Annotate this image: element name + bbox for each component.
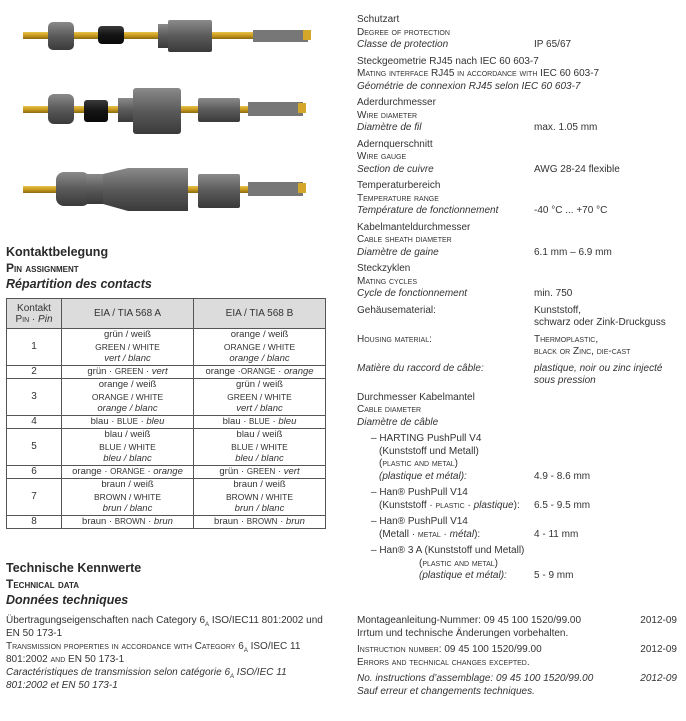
product-photo bbox=[18, 6, 328, 216]
color-en: BROWN bbox=[246, 517, 278, 526]
transmission-fr bbox=[6, 666, 326, 692]
pin-col-en: Pin bbox=[15, 313, 30, 325]
spec-wire-gauge-de: Adernquerschnitt bbox=[357, 138, 433, 150]
housing-en-value-2: black or Zinc, die-cast bbox=[534, 346, 631, 357]
item-han3a-en: (plastic and metal) bbox=[419, 557, 498, 569]
pin-col-fr: Pin bbox=[38, 313, 53, 325]
footer bbox=[357, 614, 677, 701]
technical-data-heading bbox=[6, 560, 141, 608]
table-header-row bbox=[7, 299, 326, 329]
color-cell-568b bbox=[194, 366, 326, 379]
transmission-de-part2: ISO/IEC11 801:2002 und EN 50 173-1 bbox=[6, 615, 323, 639]
color-en: ORANGE / WHITE bbox=[91, 392, 164, 402]
v14m-end: ): bbox=[474, 528, 481, 540]
color-de: blau / weiß bbox=[236, 429, 283, 440]
color-cell-568a bbox=[62, 466, 194, 479]
color-de: grün / weiß bbox=[104, 329, 151, 340]
color-fr: bleu / blanc bbox=[235, 453, 284, 464]
footer-de bbox=[357, 614, 677, 640]
spec-cable-diameter bbox=[357, 392, 679, 430]
spec-housing-fr-label: Matière du raccord de câble: bbox=[357, 362, 484, 374]
pin-table-body bbox=[7, 329, 326, 529]
spec-housing-fr bbox=[357, 363, 679, 388]
pin-heading-fr: Répartition des contacts bbox=[6, 277, 152, 291]
v14p-en: plastic bbox=[435, 499, 465, 511]
pin-col-de: Kontakt bbox=[17, 302, 51, 314]
footer-fr-line2: Sauf erreur et changements techniques. bbox=[357, 686, 535, 697]
color-fr: brun / blanc bbox=[102, 503, 153, 514]
spec-temperature-fr: Température de fonctionnement bbox=[357, 205, 499, 216]
spec-housing-de-label: Gehäusematerial: bbox=[357, 304, 436, 316]
pin-number: 1 bbox=[7, 329, 62, 366]
table-row bbox=[7, 416, 326, 429]
v14m-en: metal bbox=[417, 528, 441, 540]
transmission-en-part2: ISO/IEC 11 801:2002 and EN 50 173-1 bbox=[6, 641, 301, 665]
tech-heading-de: Technische Kennwerte bbox=[6, 561, 142, 575]
color-fr: vert / blanc bbox=[104, 353, 151, 364]
transmission-en-part1: Transmission properties in accordance with Category 6 bbox=[6, 641, 244, 652]
spec-protection-value: IP 65/67 bbox=[534, 39, 572, 50]
spec-sheath-diameter-fr: Diamètre de gaine bbox=[357, 246, 439, 258]
housing-de-value-2: schwarz oder Zink-Druckguss bbox=[534, 317, 666, 328]
cable-diameter-item-han3a bbox=[371, 545, 679, 583]
spec-sheath-diameter-labels bbox=[357, 222, 534, 260]
v14m-fr: · métal bbox=[440, 528, 475, 540]
spec-housing-en-value bbox=[534, 334, 679, 359]
column-header-568b: EIA / TIA 568 B bbox=[194, 299, 326, 329]
item-v14-metal-value: 4 - 11 mm bbox=[534, 528, 579, 540]
footer-en-line2: Errors and technical changes excepted. bbox=[357, 657, 530, 668]
pin-heading-en: Pin assignment bbox=[6, 261, 79, 275]
tech-heading-en: Technical data bbox=[6, 577, 80, 591]
transmission-de-part1: Übertragungseigenschaften nach Category 6 bbox=[6, 615, 206, 626]
cable-diameter-item-v14-plastic bbox=[371, 487, 679, 512]
tech-heading-fr: Données techniques bbox=[6, 593, 129, 607]
color-en: BLUE bbox=[117, 417, 138, 426]
item-v14-metal-material bbox=[371, 529, 534, 542]
spec-wire-gauge-value: AWG 28-24 flexible bbox=[534, 163, 620, 175]
color-fr: · bleu bbox=[269, 416, 297, 427]
color-cell-568a bbox=[62, 429, 194, 466]
item-v4-fr: (plastique et métal): bbox=[379, 470, 467, 482]
color-de: grün · bbox=[87, 366, 115, 377]
cable-diameter-item-v4 bbox=[371, 433, 679, 483]
color-cell-568a bbox=[62, 329, 194, 366]
color-cell-568b bbox=[194, 516, 326, 529]
item-v4-en: (plastic and metal) bbox=[379, 458, 458, 469]
item-v14-metal-name: – Han® PushPull V14 bbox=[371, 516, 468, 527]
pin-number: 6 bbox=[7, 466, 62, 479]
color-de: braun / weiß bbox=[101, 479, 154, 490]
pin-number: 8 bbox=[7, 516, 62, 529]
color-cell-568a bbox=[62, 516, 194, 529]
spec-temperature-labels bbox=[357, 180, 534, 218]
table-row bbox=[7, 329, 326, 366]
table-row bbox=[7, 379, 326, 416]
spec-wire-diameter-fr: Diamètre de fil bbox=[357, 122, 422, 133]
footer-en bbox=[357, 643, 677, 669]
transmission-fr-part2: ISO/IEC 11 801:2002 et EN 50 173-1 bbox=[6, 667, 287, 691]
spec-temperature-value: -40 °C ... +70 °C bbox=[534, 205, 608, 216]
pin-number: 4 bbox=[7, 416, 62, 429]
color-en: BROWN / WHITE bbox=[225, 492, 294, 502]
color-fr: orange / blanc bbox=[97, 403, 158, 414]
color-de: orange / weiß bbox=[98, 379, 157, 390]
color-cell-568b bbox=[194, 416, 326, 429]
item-han3a-labels bbox=[371, 545, 534, 583]
connector-stage-3 bbox=[23, 168, 306, 211]
color-de: grün / weiß bbox=[236, 379, 283, 390]
color-fr: · bleu bbox=[137, 416, 165, 427]
spec-sheath-diameter-value: 6.1 mm – 6.9 mm bbox=[534, 246, 612, 258]
item-v14-plastic-value: 6.5 - 9.5 mm bbox=[534, 499, 591, 511]
cable-diameter-items bbox=[357, 433, 679, 583]
color-cell-568a bbox=[62, 366, 194, 379]
item-v4-name: – HARTING PushPull V4 bbox=[371, 433, 482, 444]
color-en: BROWN / WHITE bbox=[93, 492, 162, 502]
item-v14-metal-labels bbox=[371, 516, 534, 541]
spec-protection-labels bbox=[357, 14, 534, 52]
item-v14-plastic-name: – Han® PushPull V14 bbox=[371, 487, 468, 498]
color-en: GREEN bbox=[114, 367, 144, 376]
spec-housing-en-label: Housing material: bbox=[357, 333, 432, 345]
spec-housing-de-value bbox=[534, 305, 679, 330]
v14m-de: (Metall · bbox=[379, 528, 418, 540]
spec-protection-de: Schutzart bbox=[357, 14, 400, 25]
footer-fr-date: 2012-09 bbox=[640, 673, 677, 684]
spec-mating-cycles bbox=[357, 263, 679, 301]
v14p-end: ): bbox=[513, 499, 520, 511]
color-cell-568a bbox=[62, 479, 194, 516]
spec-wire-diameter-labels bbox=[357, 97, 534, 135]
cable-diameter-item-v14-metal bbox=[371, 516, 679, 541]
color-de: blau · bbox=[90, 416, 118, 427]
spec-temperature bbox=[357, 180, 679, 218]
spec-cable-diameter-en: Cable diameter bbox=[357, 404, 422, 415]
item-v4-de: (Kunststoff und Metall) bbox=[379, 445, 479, 457]
color-cell-568b bbox=[194, 429, 326, 466]
spec-protection-fr: Classe de protection bbox=[357, 39, 449, 50]
color-cell-568b bbox=[194, 379, 326, 416]
spec-wire-gauge-fr: Section de cuivre bbox=[357, 163, 434, 175]
housing-fr-value-1: plastique, noir ou zinc injecté bbox=[534, 362, 663, 374]
pin-number: 3 bbox=[7, 379, 62, 416]
spec-housing-de bbox=[357, 305, 679, 330]
color-de: orange · bbox=[72, 466, 111, 477]
table-row bbox=[7, 366, 326, 379]
color-de: blau · bbox=[222, 416, 250, 427]
color-en: BROWN bbox=[114, 517, 146, 526]
color-fr: orange / blanc bbox=[229, 353, 290, 364]
spec-cable-diameter-de: Durchmesser Kabelmantel bbox=[357, 391, 475, 403]
item-han3a-name: – Han® 3 A (Kunststoff und Metall) bbox=[371, 545, 525, 556]
color-fr: · vert bbox=[275, 466, 300, 477]
color-fr: vert / blanc bbox=[236, 403, 283, 414]
column-header-568a: EIA / TIA 568 A bbox=[62, 299, 194, 329]
color-en: BLUE / WHITE bbox=[231, 442, 288, 452]
footer-en-date: 2012-09 bbox=[640, 644, 677, 655]
footer-de-date: 2012-09 bbox=[640, 615, 677, 626]
spec-wire-gauge bbox=[357, 139, 679, 177]
table-row bbox=[7, 479, 326, 516]
item-han3a-fr: (plastique et métal): bbox=[419, 570, 507, 581]
transmission-en bbox=[6, 640, 326, 666]
transmission-fr-part1: Caractéristiques de transmission selon catégorie 6 bbox=[6, 667, 230, 678]
footer-de-line2: Irrtum und technische Änderungen vorbehalten. bbox=[357, 628, 569, 639]
color-de: braun · bbox=[82, 516, 115, 527]
color-en: ORANGE bbox=[240, 367, 276, 376]
housing-en-value-1: Thermoplastic, bbox=[534, 333, 599, 345]
spec-sheath-diameter-en: Cable sheath diameter bbox=[357, 234, 452, 245]
spec-mating-geometry-fr: Géométrie de connexion RJ45 selon IEC 60 603-7 bbox=[357, 80, 581, 92]
footer-fr-line1: No. instructions d’assemblage: 09 45 100 1520/99.00 bbox=[357, 673, 594, 684]
spec-mating-geometry-en: Mating interface RJ45 in accordance with IEC 60 603-7 bbox=[357, 68, 600, 79]
color-cell-568b bbox=[194, 329, 326, 366]
pin-heading-de: Kontaktbelegung bbox=[6, 245, 109, 259]
footer-fr bbox=[357, 672, 677, 698]
item-han3a-value: 5 - 9 mm bbox=[534, 570, 574, 581]
transmission-de bbox=[6, 614, 326, 640]
spec-mating-cycles-labels bbox=[357, 263, 534, 301]
color-fr: brun / blanc bbox=[234, 503, 285, 514]
table-row bbox=[7, 466, 326, 479]
color-fr: · orange bbox=[144, 466, 183, 477]
spec-sheath-diameter bbox=[357, 222, 679, 260]
color-fr: · orange bbox=[275, 366, 314, 377]
spec-mating-geometry bbox=[357, 56, 679, 94]
color-de: orange · bbox=[205, 366, 241, 377]
pin-assignment-table bbox=[6, 298, 326, 529]
color-fr: · brun bbox=[145, 516, 173, 527]
subscript-a: A bbox=[243, 648, 248, 654]
color-fr: · vert bbox=[143, 366, 168, 377]
color-fr: bleu / blanc bbox=[103, 453, 152, 464]
pin-col-sep: · bbox=[29, 313, 39, 325]
specifications-column bbox=[357, 14, 679, 583]
color-en: GREEN bbox=[246, 467, 276, 476]
spec-wire-diameter-de: Aderdurchmesser bbox=[357, 97, 436, 108]
pin-column-header bbox=[7, 299, 62, 329]
v14p-de: (Kunststoff · bbox=[379, 499, 436, 511]
color-en: BLUE / WHITE bbox=[99, 442, 156, 452]
item-v14-plastic-labels bbox=[371, 487, 534, 512]
color-de: grün · bbox=[219, 466, 247, 477]
spec-cable-diameter-fr: Diamètre de câble bbox=[357, 416, 439, 428]
color-en: ORANGE / WHITE bbox=[223, 342, 296, 352]
table-row bbox=[7, 429, 326, 466]
item-v4-labels bbox=[371, 433, 534, 483]
color-fr: · brun bbox=[277, 516, 305, 527]
subscript-a: A bbox=[205, 622, 210, 628]
spec-mating-cycles-de: Steckzyklen bbox=[357, 263, 411, 274]
spec-housing-fr-value bbox=[534, 363, 679, 388]
pin-assignment-heading bbox=[6, 244, 152, 292]
pin-number: 2 bbox=[7, 366, 62, 379]
table-row bbox=[7, 516, 326, 529]
spec-wire-gauge-labels bbox=[357, 139, 534, 177]
spec-housing-en bbox=[357, 334, 679, 359]
spec-temperature-de: Temperaturbereich bbox=[357, 180, 441, 191]
footer-en-line1: Instruction number: 09 45 100 1520/99.00 bbox=[357, 644, 542, 655]
spec-mating-geometry-de: Steckgeometrie RJ45 nach IEC 60 603-7 bbox=[357, 55, 539, 67]
item-v4-value: 4.9 - 8.6 mm bbox=[534, 470, 591, 482]
spec-protection-en: Degree of protection bbox=[357, 26, 450, 38]
transmission-properties-text bbox=[6, 614, 326, 692]
color-en: ORANGE bbox=[110, 467, 145, 476]
spec-wire-diameter-value: max. 1.05 mm bbox=[534, 122, 598, 133]
spec-temperature-en: Temperature range bbox=[357, 192, 439, 204]
color-de: blau / weiß bbox=[104, 429, 151, 440]
spec-mating-cycles-en: Mating cycles bbox=[357, 275, 417, 287]
item-v14-plastic-material bbox=[371, 500, 534, 513]
connector-stage-2 bbox=[23, 88, 306, 134]
pin-number: 5 bbox=[7, 429, 62, 466]
spec-mating-cycles-value: min. 750 bbox=[534, 288, 573, 299]
color-de: orange / weiß bbox=[230, 329, 289, 340]
spec-wire-diameter bbox=[357, 97, 679, 135]
housing-de-value-1: Kunststoff, bbox=[534, 304, 582, 316]
spec-mating-cycles-fr: Cycle de fonctionnement bbox=[357, 288, 468, 299]
color-de: braun · bbox=[214, 516, 247, 527]
color-cell-568b bbox=[194, 466, 326, 479]
color-de: braun / weiß bbox=[233, 479, 286, 490]
spec-wire-gauge-en: Wire gauge bbox=[357, 151, 407, 162]
spec-sheath-diameter-de: Kabelmanteldurchmesser bbox=[357, 221, 471, 233]
color-en: GREEN / WHITE bbox=[95, 342, 160, 352]
color-en: GREEN / WHITE bbox=[227, 392, 292, 402]
color-cell-568a bbox=[62, 379, 194, 416]
connector-stage-1 bbox=[23, 20, 311, 52]
v14p-fr: · plastique bbox=[464, 499, 514, 511]
color-cell-568b bbox=[194, 479, 326, 516]
subscript-a: A bbox=[230, 674, 235, 680]
spec-protection bbox=[357, 14, 679, 52]
spec-wire-diameter-en: Wire diameter bbox=[357, 109, 418, 121]
color-en: BLUE bbox=[249, 417, 270, 426]
housing-fr-value-2: sous pression bbox=[534, 375, 596, 386]
footer-de-line1: Montageanleitung-Nummer: 09 45 100 1520/99.00 bbox=[357, 615, 582, 626]
color-cell-568a bbox=[62, 416, 194, 429]
pin-number: 7 bbox=[7, 479, 62, 516]
